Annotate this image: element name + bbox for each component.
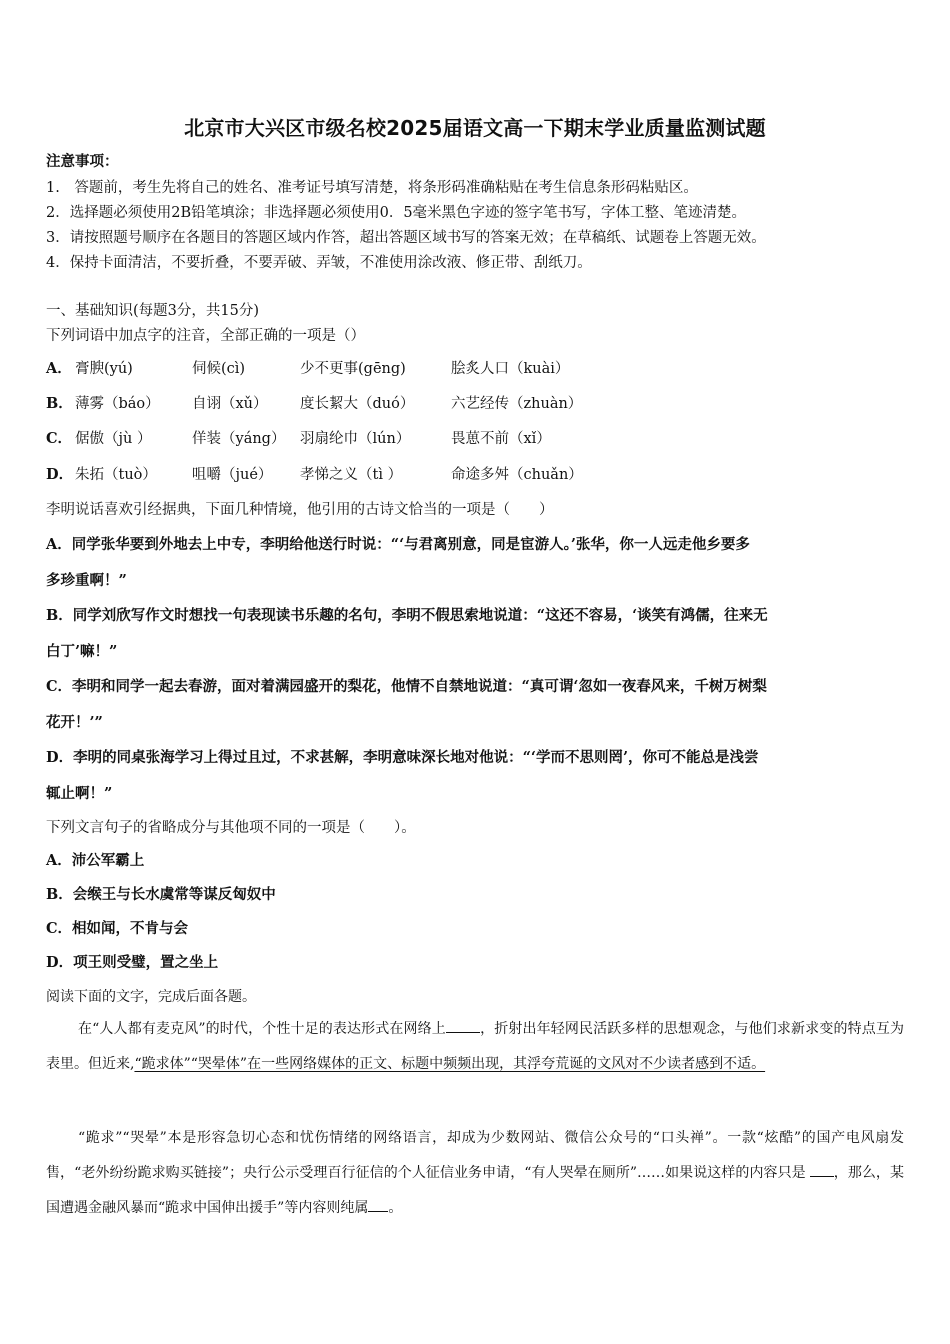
notice-heading: 注意事项：: [46, 153, 119, 170]
paragraph-text: 在“人人都有麦克风”的时代，个性十足的表达形式在网络上: [78, 1021, 446, 1037]
question-1-stem: 下列词语中加点字的注音，全部正确的一项是（）: [46, 328, 365, 344]
option-word: 薄雾（báo）: [75, 396, 160, 412]
option-word: 羽扇纶巾（lún）: [300, 431, 411, 447]
option-word: 倨傲（jù ）: [75, 431, 152, 447]
option-letter: A．: [46, 360, 72, 377]
question-2-option-c-cont: 花开！’”: [46, 714, 103, 731]
question-3-option-c: C．相如闻，不肯与会: [46, 920, 189, 937]
notice-item-2: 2．选择题必须使用2B铅笔填涂；非选择题必须使用0．5毫米黑色字迹的签字笔书写，字体工整、笔迹清楚。: [46, 205, 747, 221]
paragraph-text: 。: [388, 1200, 403, 1216]
option-word: 六艺经传（zhuàn）: [451, 396, 583, 412]
question-2-option-a-cont: 多珍重啊！”: [46, 572, 127, 589]
paragraph-text: ，折射出年轻网民活跃多样的思想观念，与他们求新求变的特点互为表里。但近来,: [46, 1021, 904, 1072]
option-word: 孝悌之义（tì ）: [300, 467, 403, 483]
notice-item-4: 4．保持卡面清洁，不要折叠，不要弄破、弄皱，不准使用涂改液、修正带、刮纸刀。: [46, 255, 592, 271]
question-3-option-b: B．会缑王与长水虞常等谋反匈奴中: [46, 886, 276, 903]
fill-blank: [446, 1032, 480, 1033]
option-letter: B．: [46, 395, 73, 412]
option-word: 膏腴(yú): [75, 361, 133, 377]
page-title: 北京市大兴区市级名校2025届语文高一下期末学业质量监测试题: [184, 116, 766, 140]
option-word: 咀嚼（jué）: [192, 467, 273, 483]
question-3-option-d: D．项王则受璧，置之坐上: [46, 954, 219, 971]
question-2-option-a: A．同学张华要到外地去上中专，李明给他送行时说：“‘与君离别意，同是宦游人。’张华，你一人远走他乡要多: [46, 536, 750, 553]
question-2-option-b-cont: 白丁’嘛！”: [46, 643, 118, 660]
notice-item-1: 1. 答题前，考生先将自己的姓名、准考证号填写清楚，将条形码准确粘贴在考生信息条形码粘贴区。: [46, 180, 698, 196]
option-letter: C．: [46, 430, 73, 447]
question-3-stem: 下列文言句子的省略成分与其他项不同的一项是（ ）。: [46, 820, 416, 836]
option-word: 少不更事(gēng): [300, 361, 406, 377]
reading-paragraph-1: [46, 1012, 904, 1082]
question-2-option-c: C．李明和同学一起去春游，面对着满园盛开的梨花，他情不自禁地说道：“真可谓‘忽如一夜春风来，千树万树梨: [46, 678, 767, 695]
option-word: 伺候(cì): [192, 361, 246, 377]
fill-blank: [810, 1176, 834, 1177]
paragraph-text: ，那么，某国遭遇金融风暴而“跪求中国伸出援手”等内容则纯属: [46, 1165, 904, 1216]
notice-item-3: 3．请按照题号顺序在各题目的答题区域内作答，超出答题区域书写的答案无效；在草稿纸、试题卷上答题无效。: [46, 230, 766, 246]
reading-paragraph-2: [46, 1121, 904, 1226]
reading-intro: 阅读下面的文字，完成后面各题。: [46, 989, 256, 1005]
section-heading: 一、基础知识(每题3分，共15分): [46, 303, 259, 319]
option-word: 度长絜大（duó）: [300, 396, 415, 412]
option-word: 命途多舛（chuǎn）: [451, 467, 583, 483]
question-2-stem: 李明说话喜欢引经据典，下面几种情境，他引用的古诗文恰当的一项是（ ）: [46, 502, 554, 518]
question-2-option-b: B．同学刘欣写作文时想找一句表现读书乐趣的名句，李明不假思索地说道：“这还不容易，‘谈笑有鸿儒，往来无: [46, 607, 768, 624]
underlined-sentence: “跪求体”“哭晕体”在一些网络媒体的正文、标题中频频出现，其浮夸荒诞的文风对不少读者感到不适。: [134, 1056, 766, 1072]
fill-blank: [368, 1211, 388, 1212]
option-word: 朱拓（tuò）: [75, 467, 157, 483]
question-2-option-d: D．李明的同桌张海学习上得过且过，不求甚解，李明意味深长地对他说：“‘学而不思则罔’，你可不能总是浅尝: [46, 749, 759, 766]
option-word: 自诩（xǔ）: [192, 396, 268, 412]
option-word: 脍炙人口（kuài）: [451, 361, 570, 377]
question-2-option-d-cont: 辄止啊！”: [46, 785, 113, 802]
paragraph-text: “跪求”“哭晕”本是形容急切心态和忧伤情绪的网络语言，却成为少数网站、微信公众号的“口头禅”。一款“炫酷”的国产电风扇发售，“老外纷纷跪求购买链接”；央行公示受理百行征信的个人征信业务申请，“有人哭晕在厕所”……如果说这样的内容只是: [46, 1130, 904, 1181]
option-word: 佯装（yáng）: [192, 431, 286, 447]
option-letter: D．: [46, 466, 74, 483]
question-3-option-a: A．沛公军霸上: [46, 852, 145, 869]
option-word: 畏葸不前（xǐ）: [451, 431, 551, 447]
